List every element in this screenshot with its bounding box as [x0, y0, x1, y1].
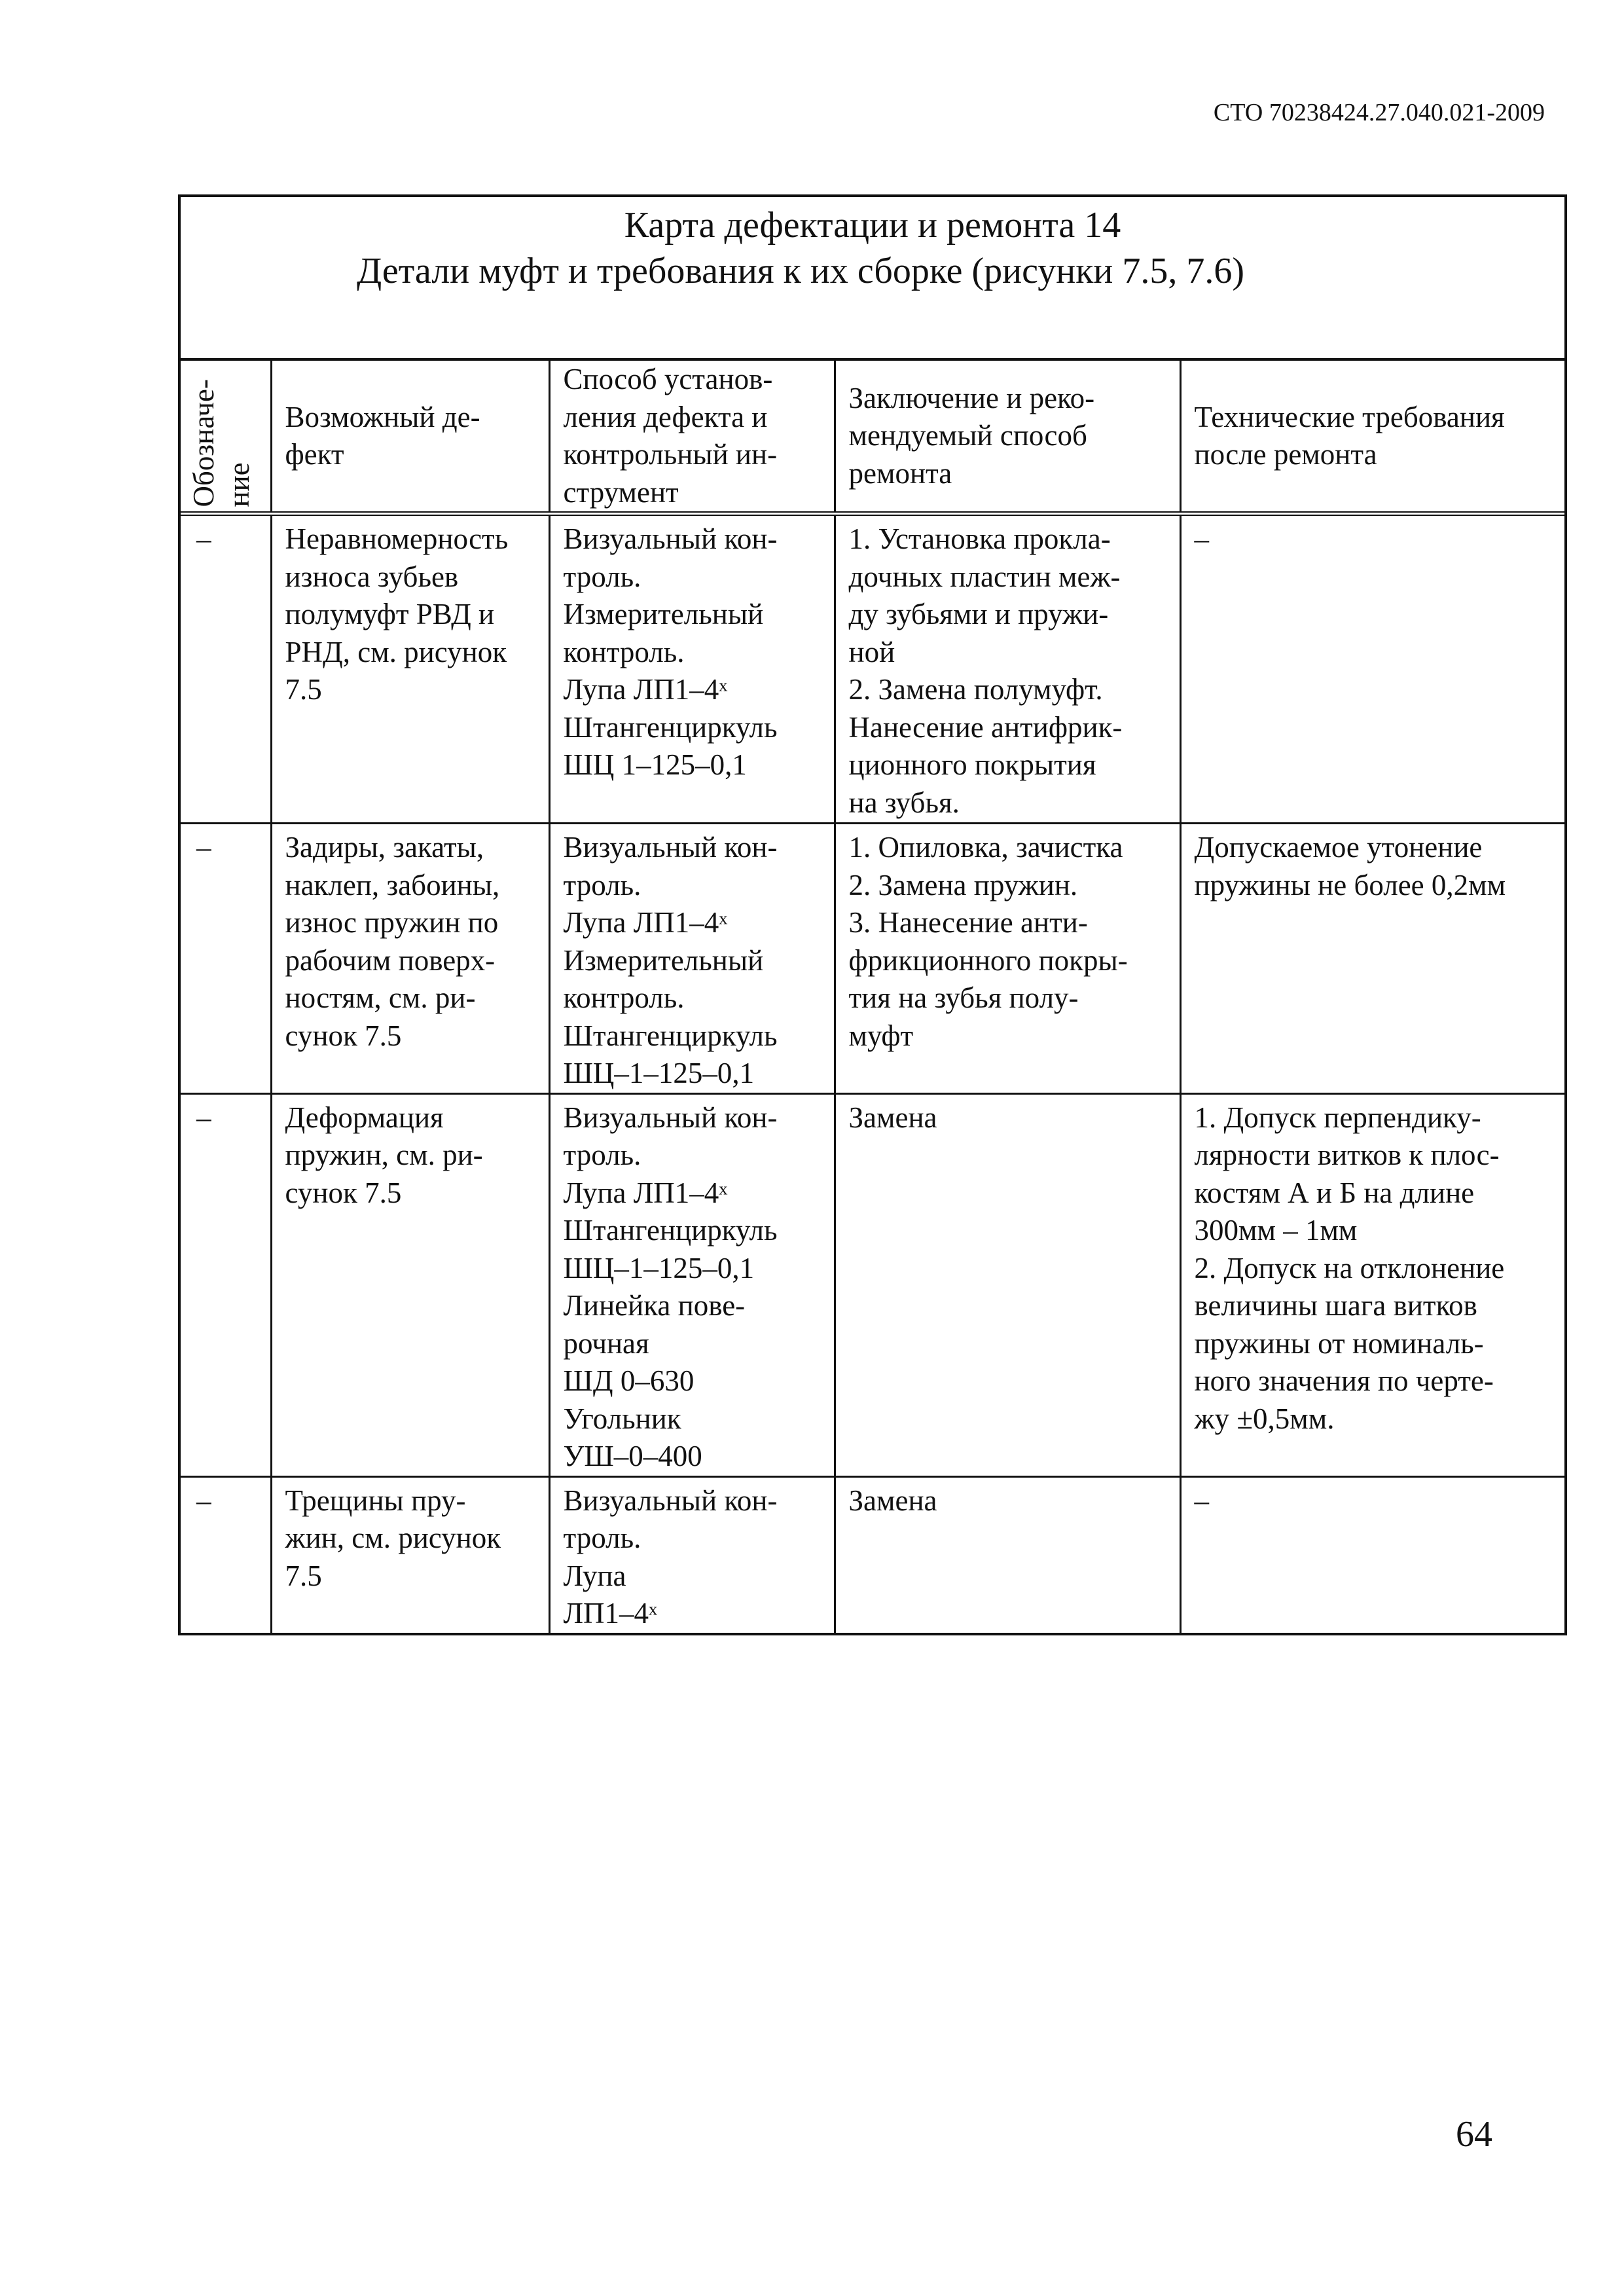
column-header-method: Способ установ- ления дефекта и контрольный ин- струмент	[549, 361, 835, 514]
table-row	[181, 1093, 1564, 1476]
card-title-line2: Детали муфт и требования к их сборке (рисунки 7.5, 7.6)	[356, 251, 1245, 291]
column-header-designation-label: Обозначе- ние	[187, 379, 255, 507]
table-row	[181, 514, 1564, 824]
table-row	[181, 1476, 1564, 1633]
cell-method: Визуальный кон- троль. Лупа ЛП1–4ˣ Измерительный контроль. Штангенциркуль ШЦ–1–125–0,1	[549, 824, 835, 1094]
cell-defect: Неравномерность износа зубьев полумуфт РВД и РНД, см. рисунок 7.5	[271, 514, 549, 824]
cell-requirements: –	[1180, 514, 1564, 824]
column-header-conclusion: Заключение и реко- мендуемый способ ремонта	[835, 361, 1180, 514]
cell-requirements: –	[1180, 1476, 1564, 1633]
column-header-requirements: Технические требования после ремонта	[1180, 361, 1564, 514]
defect-card	[178, 194, 1567, 1635]
cell-conclusion: Замена	[835, 1093, 1180, 1476]
page-number: 64	[1456, 2114, 1492, 2155]
cell-method: Визуальный кон- троль. Лупа ЛП1–4ˣ Штангенциркуль ШЦ–1–125–0,1 Линейка пове- рочная ШД 0–630 Угольник УШ–0–400	[549, 1093, 835, 1476]
cell-requirements: 1. Допуск перпендику- лярности витков к плос- костям А и Б на длине 300мм – 1мм 2. Допуск на отклонение величины шага витков пружины от номиналь- ного значения по черте- жу ±0,5мм.	[1180, 1093, 1564, 1476]
table-row	[181, 824, 1564, 1094]
card-title	[181, 197, 1564, 361]
defect-table	[181, 361, 1564, 1633]
cell-conclusion: 1. Опиловка, зачистка 2. Замена пружин. 3. Нанесение анти- фрикционного покры- тия на зубья полу- муфт	[835, 824, 1180, 1094]
cell-designation: –	[181, 1093, 271, 1476]
cell-requirements: Допускаемое утонение пружины не более 0,2мм	[1180, 824, 1564, 1094]
cell-method: Визуальный кон- троль. Измерительный контроль. Лупа ЛП1–4ˣ Штангенциркуль ШЦ 1–125–0,1	[549, 514, 835, 824]
table-header-row	[181, 361, 1564, 514]
cell-designation: –	[181, 514, 271, 824]
cell-conclusion: Замена	[835, 1476, 1180, 1633]
cell-conclusion: 1. Установка прокла- дочных пластин меж- ду зубьями и пружи- ной 2. Замена полумуфт. Нанесение антифрик- ционного покрытия на зубья.	[835, 514, 1180, 824]
cell-designation: –	[181, 824, 271, 1094]
cell-defect: Трещины пру- жин, см. рисунок 7.5	[271, 1476, 549, 1633]
document-code: СТО 70238424.27.040.021-2009	[1213, 99, 1545, 126]
column-header-defect: Возможный де- фект	[271, 361, 549, 514]
column-header-designation	[181, 361, 271, 514]
cell-defect: Задиры, закаты, наклеп, забоины, износ пружин по рабочим поверх- ностям, см. ри- сунок 7.5	[271, 824, 549, 1094]
cell-method: Визуальный кон- троль. Лупа ЛП1–4ˣ	[549, 1476, 835, 1633]
cell-designation: –	[181, 1476, 271, 1633]
cell-defect: Деформация пружин, см. ри- сунок 7.5	[271, 1093, 549, 1476]
card-title-line1: Карта дефектации и ремонта 14	[624, 205, 1121, 246]
